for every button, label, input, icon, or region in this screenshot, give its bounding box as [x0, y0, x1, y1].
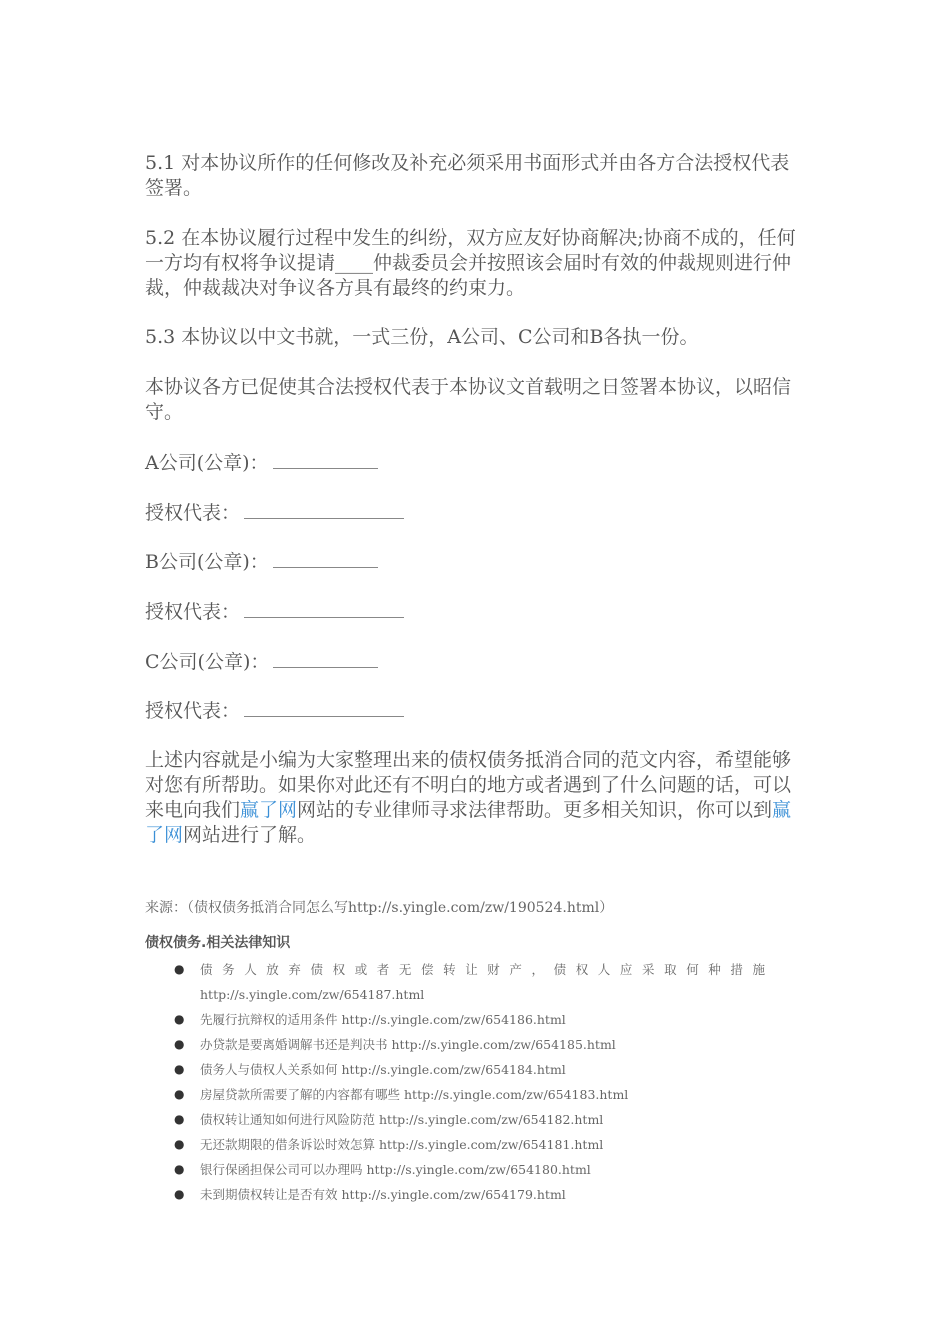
- list-item[interactable]: [172, 1057, 808, 1082]
- summary-text: 网站的专业律师寻求法律帮助。更多相关知识，你可以到: [297, 799, 773, 821]
- item-url[interactable]: http://s.yingle.com/zw/654183.html: [404, 1087, 629, 1102]
- list-item[interactable]: [172, 1032, 808, 1057]
- signature-b-company: [145, 549, 378, 575]
- bullet-icon: ●: [174, 1112, 185, 1126]
- signature-label: 授权代表：: [145, 502, 241, 524]
- item-url[interactable]: http://s.yingle.com/zw/654181.html: [379, 1137, 604, 1152]
- signature-label: A公司(公章)：: [145, 452, 269, 474]
- item-title: 债务人与债权人关系如何: [200, 1062, 338, 1077]
- summary-paragraph: [145, 748, 805, 848]
- list-item[interactable]: [172, 1082, 808, 1107]
- item-url[interactable]: http://s.yingle.com/zw/654184.html: [341, 1062, 566, 1077]
- signature-blank: [273, 549, 378, 568]
- signature-c-rep: [145, 698, 404, 724]
- signature-b-rep: [145, 599, 404, 625]
- signature-blank: [244, 698, 404, 717]
- list-item[interactable]: [172, 1132, 808, 1157]
- yingle-link[interactable]: 赢了网: [240, 799, 298, 821]
- bullet-icon: ●: [174, 1162, 185, 1176]
- item-title: 无还款期限的借条诉讼时效怎算: [200, 1137, 376, 1152]
- bullet-icon: ●: [174, 1062, 185, 1076]
- signature-blank: [273, 649, 378, 668]
- list-item[interactable]: [172, 1157, 808, 1182]
- item-title: 办贷款是要离婚调解书还是判决书: [200, 1037, 388, 1052]
- clause-5-3: 5.3 本协议以中文书就，一式三份，A公司、C公司和B各执一份。: [145, 326, 699, 348]
- signature-a-rep: [145, 500, 404, 526]
- item-url[interactable]: http://s.yingle.com/zw/654179.html: [341, 1187, 566, 1202]
- item-url[interactable]: http://s.yingle.com/zw/654186.html: [341, 1012, 566, 1027]
- summary-text: 网站进行了解。: [183, 824, 317, 846]
- item-title: 房屋贷款所需要了解的内容都有哪些: [200, 1087, 401, 1102]
- source-line: 来源：（债权债务抵消合同怎么写http://s.yingle.com/zw/190524.html）: [145, 900, 614, 916]
- signature-blank: [273, 450, 378, 469]
- signature-label: B公司(公章)：: [145, 551, 269, 573]
- yingle-link[interactable]: 赢了网: [145, 799, 792, 846]
- related-list: [172, 957, 808, 1207]
- list-item[interactable]: [172, 1107, 808, 1132]
- signature-label: 授权代表：: [145, 700, 241, 722]
- list-item[interactable]: [172, 1182, 808, 1207]
- list-item[interactable]: [172, 957, 808, 1007]
- bullet-icon: ●: [174, 1087, 185, 1101]
- signature-label: C公司(公章)：: [145, 651, 270, 673]
- item-title: 未到期债权转让是否有效: [200, 1187, 338, 1202]
- bullet-icon: ●: [174, 962, 185, 976]
- item-title: 银行保函担保公司可以办理吗: [200, 1162, 363, 1177]
- signature-blank: [244, 500, 404, 519]
- item-url[interactable]: http://s.yingle.com/zw/654187.html: [200, 987, 425, 1002]
- item-title: 债务人放弃债权或者无偿转让财产，债权人应采取何种措施: [200, 962, 775, 977]
- signature-label: 授权代表：: [145, 601, 241, 623]
- clause-5-2: 5.2 在本协议履行过程中发生的纠纷，双方应友好协商解决;协商不成的，任何一方均有权将争议提请____仲裁委员会并按照该会届时有效的仲裁规则进行仲裁，仲裁裁决对争议各方具有最终的约束力。: [145, 227, 796, 299]
- bullet-icon: ●: [174, 1187, 185, 1201]
- signature-a-company: [145, 450, 378, 476]
- bullet-icon: ●: [174, 1037, 185, 1051]
- signature-blank: [244, 599, 404, 618]
- item-title: 先履行抗辩权的适用条件: [200, 1012, 338, 1027]
- bullet-icon: ●: [174, 1137, 185, 1151]
- list-item[interactable]: [172, 1007, 808, 1032]
- summary-text: 上述内容就是小编为大家整理出来的债权债务抵消合同的范文内容，希望能够对您有所帮助。如果你对此还有不明白的地方或者遇到了什么问题的话，可以来电向我们: [145, 749, 792, 821]
- related-heading: 债权债务.相关法律知识: [145, 935, 291, 951]
- bullet-icon: ●: [174, 1012, 185, 1026]
- closing-statement: 本协议各方已促使其合法授权代表于本协议文首载明之日签署本协议，以昭信守。: [145, 376, 792, 423]
- item-title: 债权转让通知如何进行风险防范: [200, 1112, 376, 1127]
- signature-c-company: [145, 649, 378, 675]
- item-url[interactable]: http://s.yingle.com/zw/654182.html: [379, 1112, 604, 1127]
- item-url[interactable]: http://s.yingle.com/zw/654180.html: [366, 1162, 591, 1177]
- item-url[interactable]: http://s.yingle.com/zw/654185.html: [391, 1037, 616, 1052]
- clause-5-1: 5.1 对本协议所作的任何修改及补充必须采用书面形式并由各方合法授权代表签署。: [145, 152, 790, 199]
